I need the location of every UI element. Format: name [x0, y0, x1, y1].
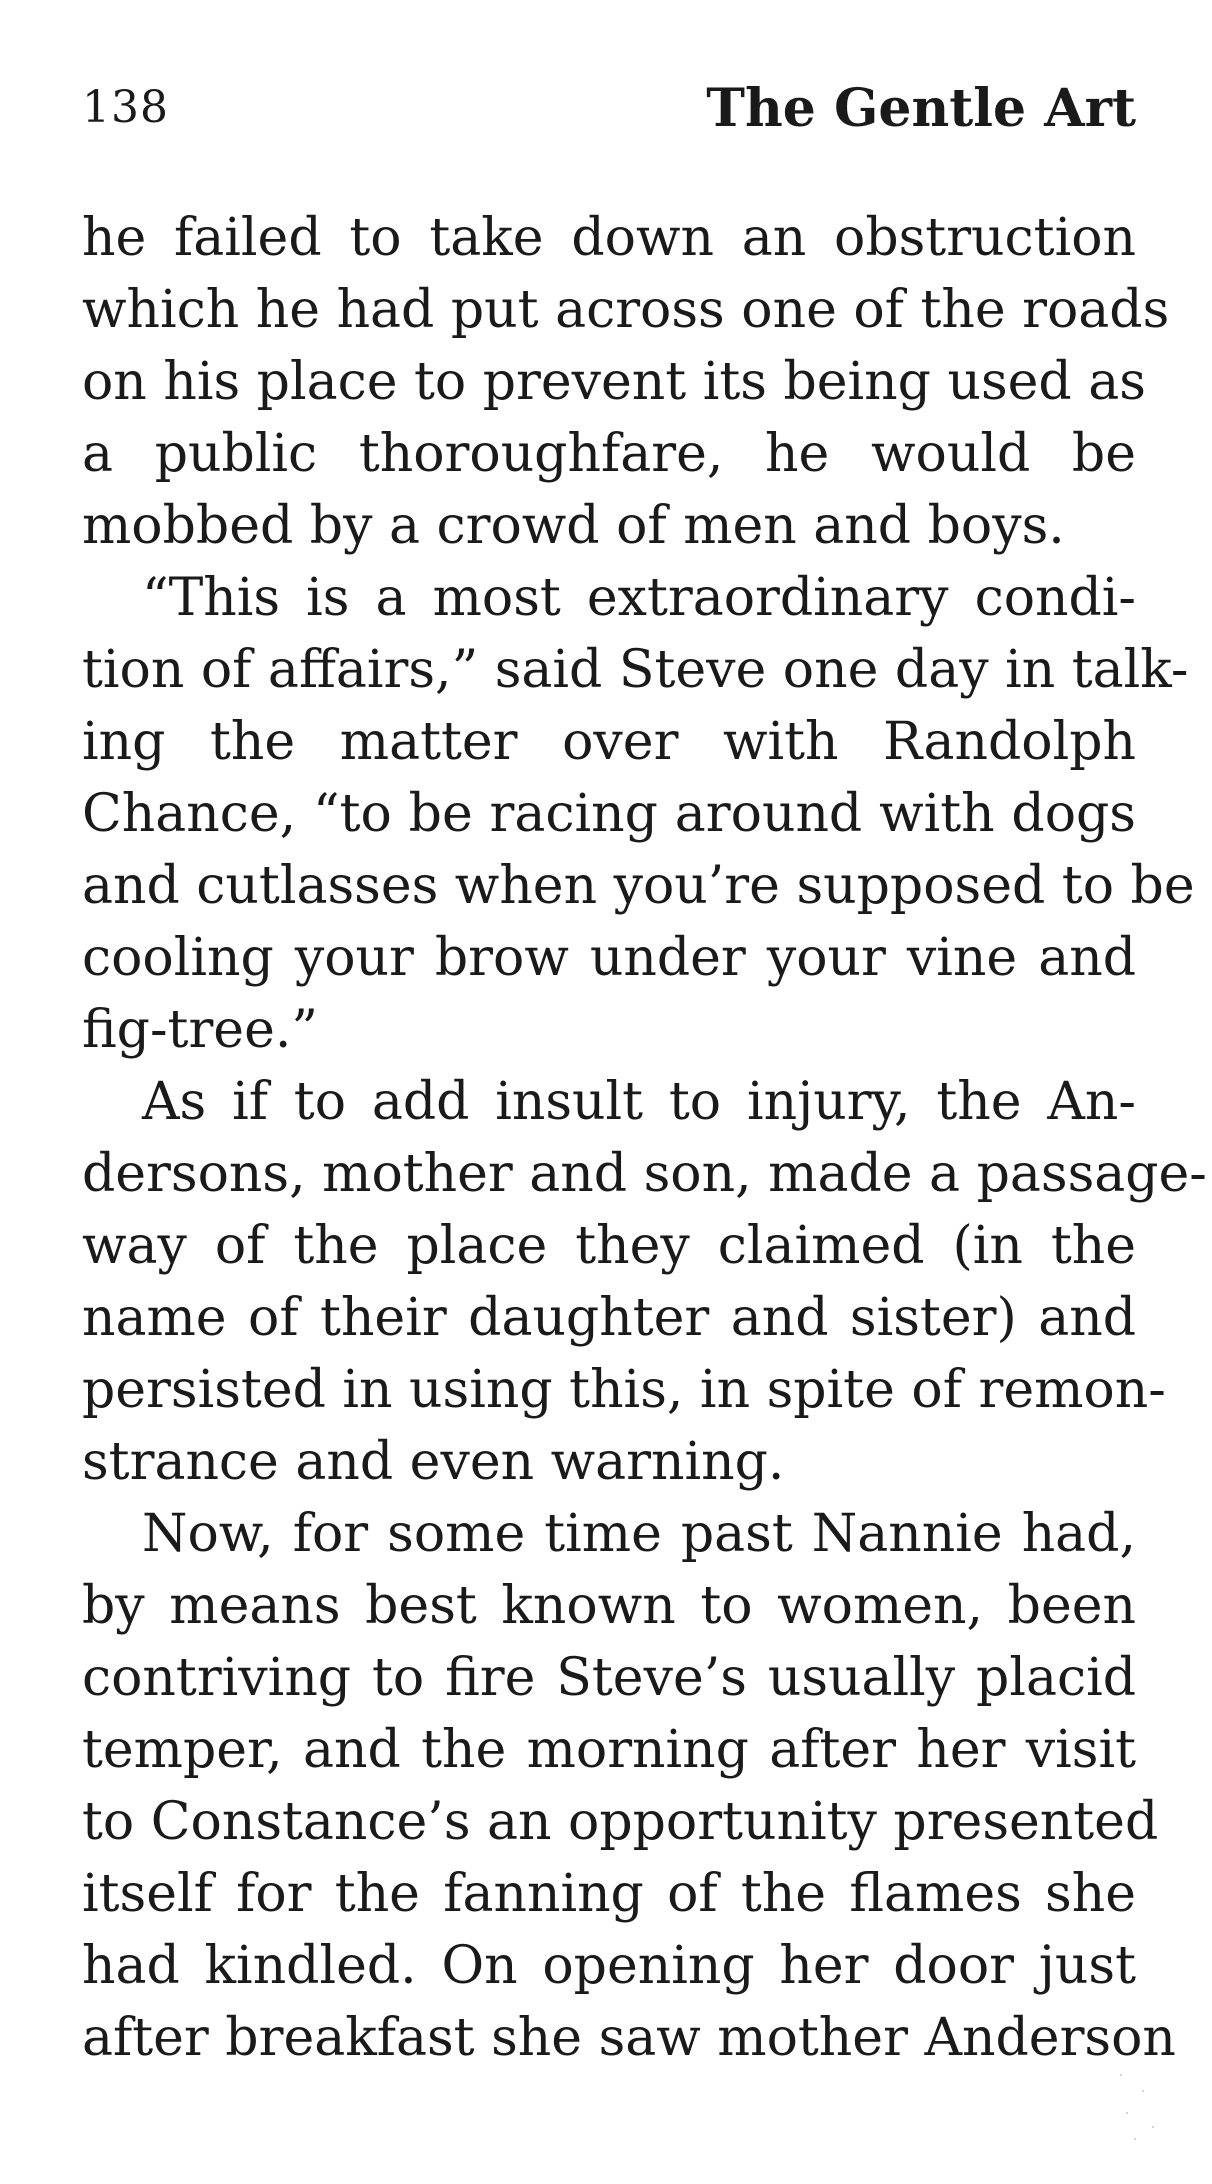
text-line: way of the place they claimed (in the: [82, 1216, 1136, 1276]
text-line: a public thoroughfare, he would be: [82, 424, 1136, 484]
text-line: dersons, mother and son, made a passage-: [82, 1144, 1207, 1204]
text-line: “This is a most extraordinary condi-: [142, 568, 1136, 628]
text-line: by means best known to women, been: [82, 1576, 1136, 1636]
text-line: he failed to take down an obstruction: [82, 208, 1136, 268]
text-line: and cutlasses when you’re supposed to be: [82, 856, 1195, 916]
text-line: which he had put across one of the roads: [82, 280, 1170, 340]
text-line: As if to add insult to injury, the An-: [142, 1072, 1136, 1132]
page-header: [82, 78, 1136, 148]
body-text: [82, 202, 1207, 2074]
page-number: 138: [82, 82, 169, 133]
text-line: mobbed by a crowd of men and boys.: [82, 496, 1065, 556]
text-line: tion of affairs,” said Steve one day in talk-: [82, 640, 1189, 700]
text-line: Chance, “to be racing around with dogs: [82, 784, 1136, 844]
text-line: cooling your brow under your vine and: [82, 928, 1136, 988]
text-line: ing the matter over with Randolph: [82, 712, 1136, 772]
text-line: name of their daughter and sister) and: [82, 1288, 1136, 1348]
paper-specks: [1112, 2068, 1172, 2148]
text-line: strance and even warning.: [82, 1432, 785, 1492]
text-line: temper, and the morning after her visit: [82, 1720, 1136, 1780]
text-line: fig-tree.”: [82, 1000, 318, 1060]
text-line: had kindled. On opening her door just: [82, 1936, 1136, 1996]
text-line: on his place to prevent its being used as: [82, 352, 1146, 412]
running-title: The Gentle Art: [706, 78, 1136, 139]
text-line: Now, for some time past Nannie had,: [142, 1504, 1136, 1564]
text-line: itself for the fanning of the flames she: [82, 1864, 1136, 1924]
text-line: after breakfast she saw mother Anderson: [82, 2008, 1176, 2068]
text-line: contriving to fire Steve’s usually placid: [82, 1648, 1136, 1708]
text-line: to Constance’s an opportunity presented: [82, 1792, 1159, 1852]
text-line: persisted in using this, in spite of remon-: [82, 1360, 1166, 1420]
